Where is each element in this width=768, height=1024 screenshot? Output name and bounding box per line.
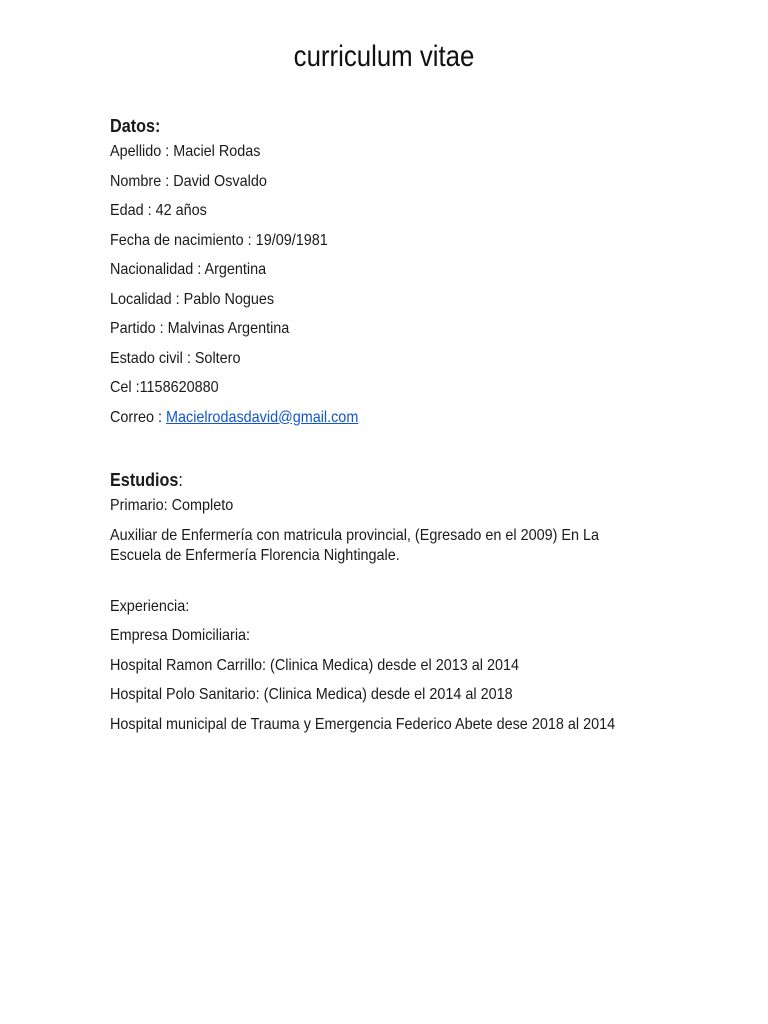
estado-civil-line: Estado civil : Soltero <box>110 349 241 367</box>
spacer <box>110 575 670 597</box>
datos-heading: Datos: <box>110 116 161 136</box>
experiencia-section <box>110 597 670 745</box>
document-body <box>110 113 670 744</box>
experience-item: Hospital municipal de Trauma y Emergencia Federico Abete dese 2018 al 2014 <box>110 715 616 733</box>
estudios-section <box>110 467 670 566</box>
auxiliar-paragraph: Auxiliar de Enfermería con matricula provincial, (Egresado en el 2009) En La Escuela de Enfermería Florencia Nightingale. <box>110 526 600 564</box>
localidad-line: Localidad : Pablo Nogues <box>110 290 275 308</box>
spacer <box>110 437 670 467</box>
apellido-line: Apellido : Maciel Rodas <box>110 143 261 160</box>
correo-label: Correo : <box>110 408 167 426</box>
experience-item: Hospital Polo Sanitario: (Clinica Medica) desde el 2014 al 2018 <box>110 686 513 703</box>
correo-line <box>110 408 614 438</box>
document-title: curriculum vitae <box>293 40 475 73</box>
experience-item: Empresa Domiciliaria: <box>110 627 251 644</box>
partido-line: Partido : Malvinas Argentina <box>110 320 290 337</box>
edad-line: Edad : 42 años <box>110 202 207 219</box>
estudios-heading <box>110 467 614 496</box>
nombre-line: Nombre : David Osvaldo <box>110 172 267 190</box>
cel-line: Cel :1158620880 <box>110 379 219 396</box>
experience-item: Hospital Ramon Carrillo: (Clinica Medica) desde el 2013 al 2014 <box>110 656 520 674</box>
fecha-nacimiento-line: Fecha de nacimiento : 19/09/1981 <box>110 231 328 249</box>
email-link[interactable]: Macielrodasdavid@gmail.com <box>166 408 359 426</box>
datos-section <box>110 113 670 437</box>
nacionalidad-line: Nacionalidad : Argentina <box>110 261 267 278</box>
primario-line: Primario: Completo <box>110 497 234 514</box>
experiencia-heading: Experiencia: <box>110 597 190 615</box>
estudios-heading-colon: : <box>178 470 183 490</box>
estudios-heading-text: Estudios <box>110 470 179 490</box>
